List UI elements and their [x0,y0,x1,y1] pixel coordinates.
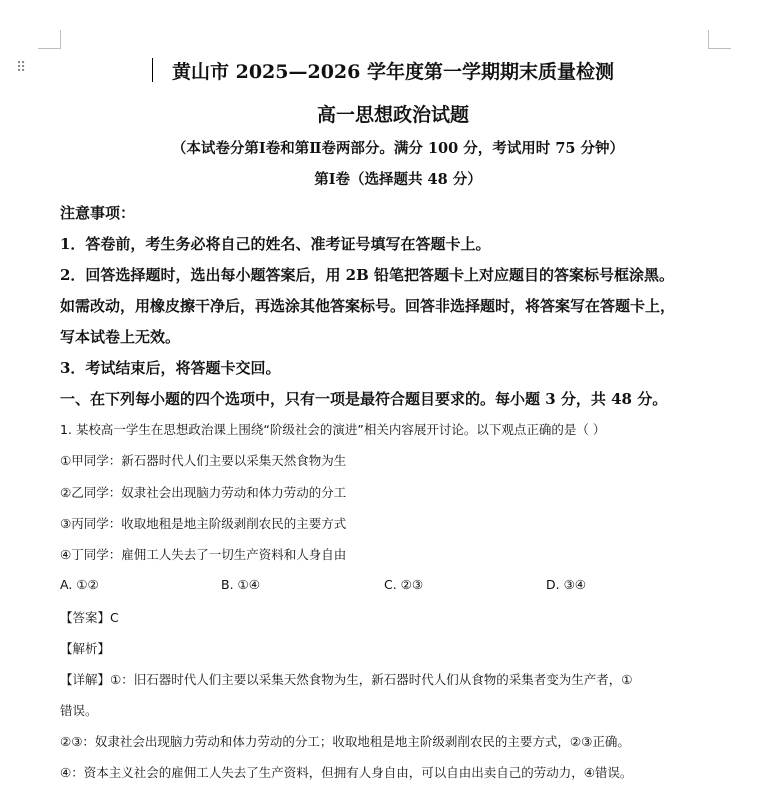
statement-item: ②乙同学：奴隶社会出现脑力劳动和体力劳动的分工 [60,485,347,500]
page-subtitle: 高一思想政治试题 [316,104,469,126]
statement-item: ①甲同学：新石器时代人们主要以采集天然食物为生 [60,453,347,468]
section-heading: 一、在下列每小题的四个选项中，只有一项是最符合题目要求的。每小题 3 分，共 48 分。 [60,390,668,408]
answer-line: 【答案】C [60,610,119,625]
statement-item: ④丁同学：雇佣工人失去了一切生产资料和人身自由 [60,547,347,562]
drag-handle-icon[interactable]: ⠿ [16,60,27,76]
option-b: B. ①④ [221,577,260,592]
volume-heading: 第Ⅰ卷（选择题共 48 分） [314,171,482,188]
option-d: D. ③④ [546,577,586,592]
exam-info: （本试卷分第Ⅰ卷和第Ⅱ卷两部分。满分 100 分，考试用时 75 分钟） [171,140,625,157]
page-title: 黄山市 2025—2026 学年度第一学期期末质量检测 [172,61,614,83]
option-a: A. ①② [60,577,99,592]
crop-mark-top-left [38,30,61,49]
analysis-detail: 【详解】①：旧石器时代人们主要以采集天然食物为生，新石器时代人们从食物的采集者变为生产者，① [60,672,633,687]
notice-item: 写本试卷上无效。 [60,328,181,346]
notice-item: 3．考试结束后，将答题卡交回。 [60,359,281,377]
question-stem: 1. 某校高一学生在思想政治课上围绕“阶级社会的演进”相关内容展开讨论。以下观点正确的是（ ） [60,422,606,437]
option-c: C. ②③ [384,577,424,592]
crop-mark-top-right [708,30,731,49]
analysis-detail: 错误。 [60,703,98,718]
analysis-detail: ②③：奴隶社会出现脑力劳动和体力劳动的分工；收取地租是地主阶级剥削农民的主要方式，②③正确。 [60,734,630,749]
analysis-detail: ④：资本主义社会的雇佣工人失去了生产资料，但拥有人身自由，可以自由出卖自己的劳动力，④错误。 [60,765,633,780]
notice-item: 2．回答选择题时，选出每小题答案后，用 2B 铅笔把答题卡上对应题目的答案标号框涂黑。 [60,266,675,284]
statement-item: ③丙同学：收取地租是地主阶级剥削农民的主要方式 [60,516,347,531]
notice-item: 1．答卷前，考生务必将自己的姓名、准考证号填写在答题卡上。 [60,235,491,253]
analysis-label: 【解析】 [60,641,111,656]
notice-heading: 注意事项： [60,204,136,222]
notice-item: 如需改动，用橡皮擦干净后，再选涂其他答案标号。回答非选择题时，将答案写在答题卡上， [60,297,676,315]
